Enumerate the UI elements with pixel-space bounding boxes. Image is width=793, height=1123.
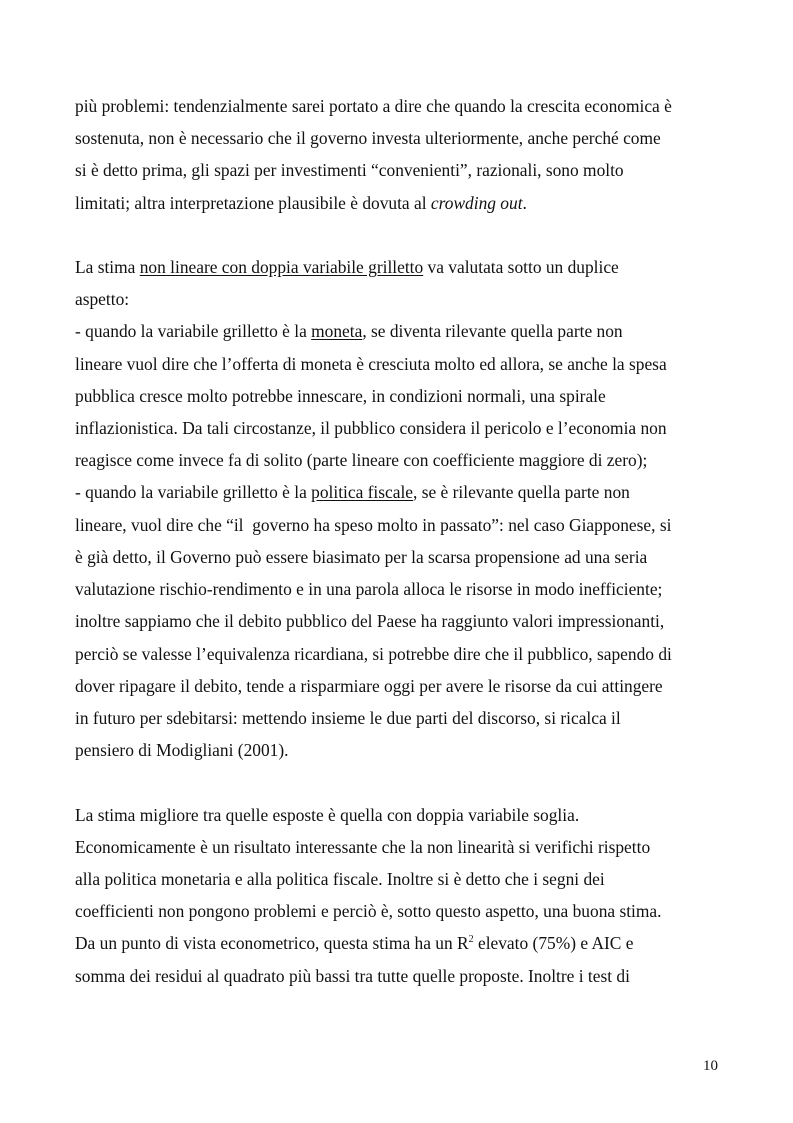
text-line: perciò se valesse l’equivalenza ricardiana, si potrebbe dire che il pubblico, sapendo di [75, 644, 672, 664]
text-segment: - quando la variabile grilletto è la [75, 321, 312, 341]
text-segment: va valutata sotto un duplice [423, 257, 619, 277]
text-segment: - quando la variabile grilletto è la [75, 482, 312, 502]
text-segment: La stima [75, 257, 140, 277]
text-segment: . [522, 193, 527, 213]
text-line: pensiero di Modigliani (2001). [75, 740, 289, 760]
underlined-word-moneta: moneta [311, 321, 363, 341]
text-line [75, 256, 619, 278]
superscript-2: 2 [468, 934, 474, 945]
text-line [75, 932, 633, 954]
text-line: in futuro per sdebitarsi: mettendo insieme le due parti del discorso, si ricalca il [75, 708, 621, 728]
text-line: valutazione rischio-rendimento e in una parola alloca le risorse in modo inefficiente; [75, 579, 663, 599]
text-segment: , se è rilevante quella parte non [413, 482, 630, 502]
text-line: più problemi: tendenzialmente sarei portato a dire che quando la crescita economica è [75, 96, 672, 116]
text-line: coefficienti non pongono problemi e perciò è, sotto questo aspetto, una buona stima. [75, 901, 662, 921]
text-line: Economicamente è un risultato interessante che la non linearità si verifichi rispetto [75, 837, 651, 857]
text-line: lineare, vuol dire che “il governo ha speso molto in passato”: nel caso Giapponese, si [75, 515, 672, 535]
text-segment: , se diventa rilevante quella parte non [362, 321, 623, 341]
text-line: lineare vuol dire che l’offerta di moneta è cresciuta molto ed allora, se anche la spesa [75, 354, 667, 374]
text-line [75, 481, 630, 503]
text-line: reagisce come invece fa di solito (parte lineare con coefficiente maggiore di zero); [75, 450, 648, 470]
text-line: è già detto, il Governo può essere biasimato per la scarsa propensione ad una seria [75, 547, 648, 567]
underlined-phrase: non lineare con doppia variabile grilletto [139, 257, 424, 277]
text-line: sostenuta, non è necessario che il governo investa ulteriormente, anche perché come [75, 128, 661, 148]
text-line: si è detto prima, gli spazi per investimenti “convenienti”, razionali, sono molto [75, 160, 624, 180]
text-line [75, 192, 527, 214]
text-line [75, 320, 623, 342]
text-line: dover ripagare il debito, tende a risparmiare oggi per avere le risorse da cui attingere [75, 676, 663, 696]
text-segment: limitati; altra interpretazione plausibile è dovuta al [75, 193, 431, 213]
text-line: somma dei residui al quadrato più bassi tra tutte quelle proposte. Inoltre i test di [75, 966, 630, 986]
text-segment: Da un punto di vista econometrico, questa stima ha un R [75, 933, 469, 953]
underlined-phrase-politica-fiscale: politica fiscale [311, 482, 414, 502]
text-line: aspetto: [75, 289, 130, 309]
text-line: inoltre sappiamo che il debito pubblico del Paese ha raggiunto valori impressionanti, [75, 611, 665, 631]
text-line: pubblica cresce molto potrebbe innescare, in condizioni normali, una spirale [75, 386, 606, 406]
text-line: La stima migliore tra quelle esposte è quella con doppia variabile soglia. [75, 805, 580, 825]
text-line: inflazionistica. Da tali circostanze, il pubblico considera il pericolo e l’economia non [75, 418, 667, 438]
text-segment: elevato (75%) e AIC e [473, 933, 634, 953]
text-line: alla politica monetaria e alla politica fiscale. Inoltre si è detto che i segni dei [75, 869, 605, 889]
italic-term-crowding-out: crowding out [430, 193, 523, 213]
page-number: 10 [703, 1058, 718, 1074]
